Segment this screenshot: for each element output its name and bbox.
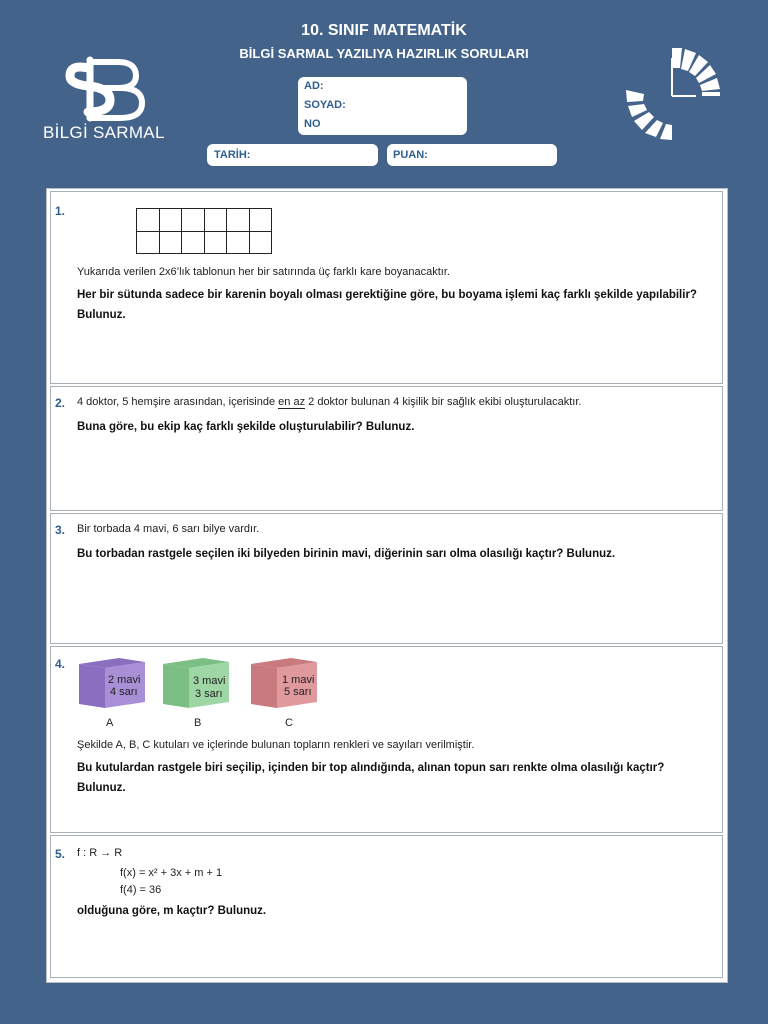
logo-text: BİLGİ SARMAL <box>43 123 165 142</box>
tarih-label: TARİH: <box>214 149 251 161</box>
box-c-content-line1: 1 mavi <box>282 674 315 686</box>
grid-cell <box>249 209 272 232</box>
box-b-content-line2: 3 sarı <box>195 688 223 700</box>
question-prompt: Buna göre, bu ekip kaç farklı şekilde oluşturulabilir? Bulunuz. <box>77 421 415 433</box>
question-text <box>77 396 581 408</box>
question-prompt: Bu torbadan rastgele seçilen iki bilyeden birinin mavi, diğerinin sarı olma olasılığı kaçtır? Bulunuz. <box>77 548 616 560</box>
question-text-part: 2 doktor bulunan 4 kişilik bir sağlık ekibi oluşturulacaktır. <box>305 396 582 408</box>
box-b-label: B <box>194 717 202 729</box>
question-number: 3. <box>55 523 66 537</box>
grid-cell <box>159 209 182 232</box>
question-4 <box>50 646 723 833</box>
box-a-label: A <box>106 717 114 729</box>
question-prompt: olduğuna göre, m kaçtır? Bulunuz. <box>77 905 267 917</box>
box-a-content-line2: 4 sarı <box>110 686 138 698</box>
grid-2x6 <box>136 208 272 254</box>
clock-icon <box>622 44 726 144</box>
box-a-content-line1: 2 mavi <box>108 674 141 686</box>
question-prompt: Her bir sütunda sadece bir karenin boyalı olması gerektiğine göre, bu boyama işlemi kaç farklı şekilde yapılabilir? Bulunuz. <box>77 289 697 321</box>
grid-cell <box>137 209 160 232</box>
question-text: Bir torbada 4 mavi, 6 sarı bilye vardır. <box>77 523 260 535</box>
box-c-content-line2: 5 sarı <box>284 686 312 698</box>
question-number: 4. <box>55 657 66 671</box>
page-title: 10. SINIF MATEMATİK <box>301 22 467 39</box>
question-text: Yukarıda verilen 2x6’lık tablonun her bir satırında üç farklı kare boyanacaktır. <box>77 266 450 278</box>
question-text: Şekilde A, B, C kutuları ve içlerinde bulunan topların renkleri ve sayıları verilmiştir. <box>77 739 475 751</box>
question-3 <box>50 513 723 644</box>
question-sheet <box>46 188 728 983</box>
grid-cell <box>204 209 227 232</box>
function-definition: f : R → R <box>77 847 123 859</box>
grid-cell <box>249 231 272 254</box>
grid-cell <box>159 231 182 254</box>
grid-cell <box>227 209 250 232</box>
ad-label: AD: <box>304 80 324 92</box>
grid-cell <box>182 231 205 254</box>
question-number: 5. <box>55 847 66 861</box>
grid-cell <box>182 209 205 232</box>
question-2 <box>50 386 723 511</box>
equation-2: f(4) = 36 <box>120 884 162 896</box>
page-subtitle: BİLGİ SARMAL YAZILIYA HAZIRLIK SORULARI <box>239 46 529 61</box>
grid-cell <box>137 231 160 254</box>
soyad-label: SOYAD: <box>304 99 346 111</box>
box-b-content-line1: 3 mavi <box>193 675 226 687</box>
puan-label: PUAN: <box>393 149 428 161</box>
question-number: 1. <box>55 204 66 218</box>
question-text-part: 4 doktor, 5 hemşire arasından, içerisinde <box>77 396 279 408</box>
no-label: NO <box>304 118 321 130</box>
grid-cell <box>204 231 227 254</box>
grid-cell <box>227 231 250 254</box>
box-c-label: C <box>285 717 293 729</box>
question-5 <box>50 835 723 978</box>
equation-1: f(x) = x² + 3x + m + 1 <box>120 867 223 879</box>
question-number: 2. <box>55 396 66 410</box>
underlined-text: en az <box>278 396 306 408</box>
question-1 <box>50 191 723 384</box>
question-prompt: Bu kutulardan rastgele biri seçilip, içinden bir top alındığında, alınan topun sarı renkte olma olasılığı kaçtır? Bulunuz. <box>77 762 665 794</box>
